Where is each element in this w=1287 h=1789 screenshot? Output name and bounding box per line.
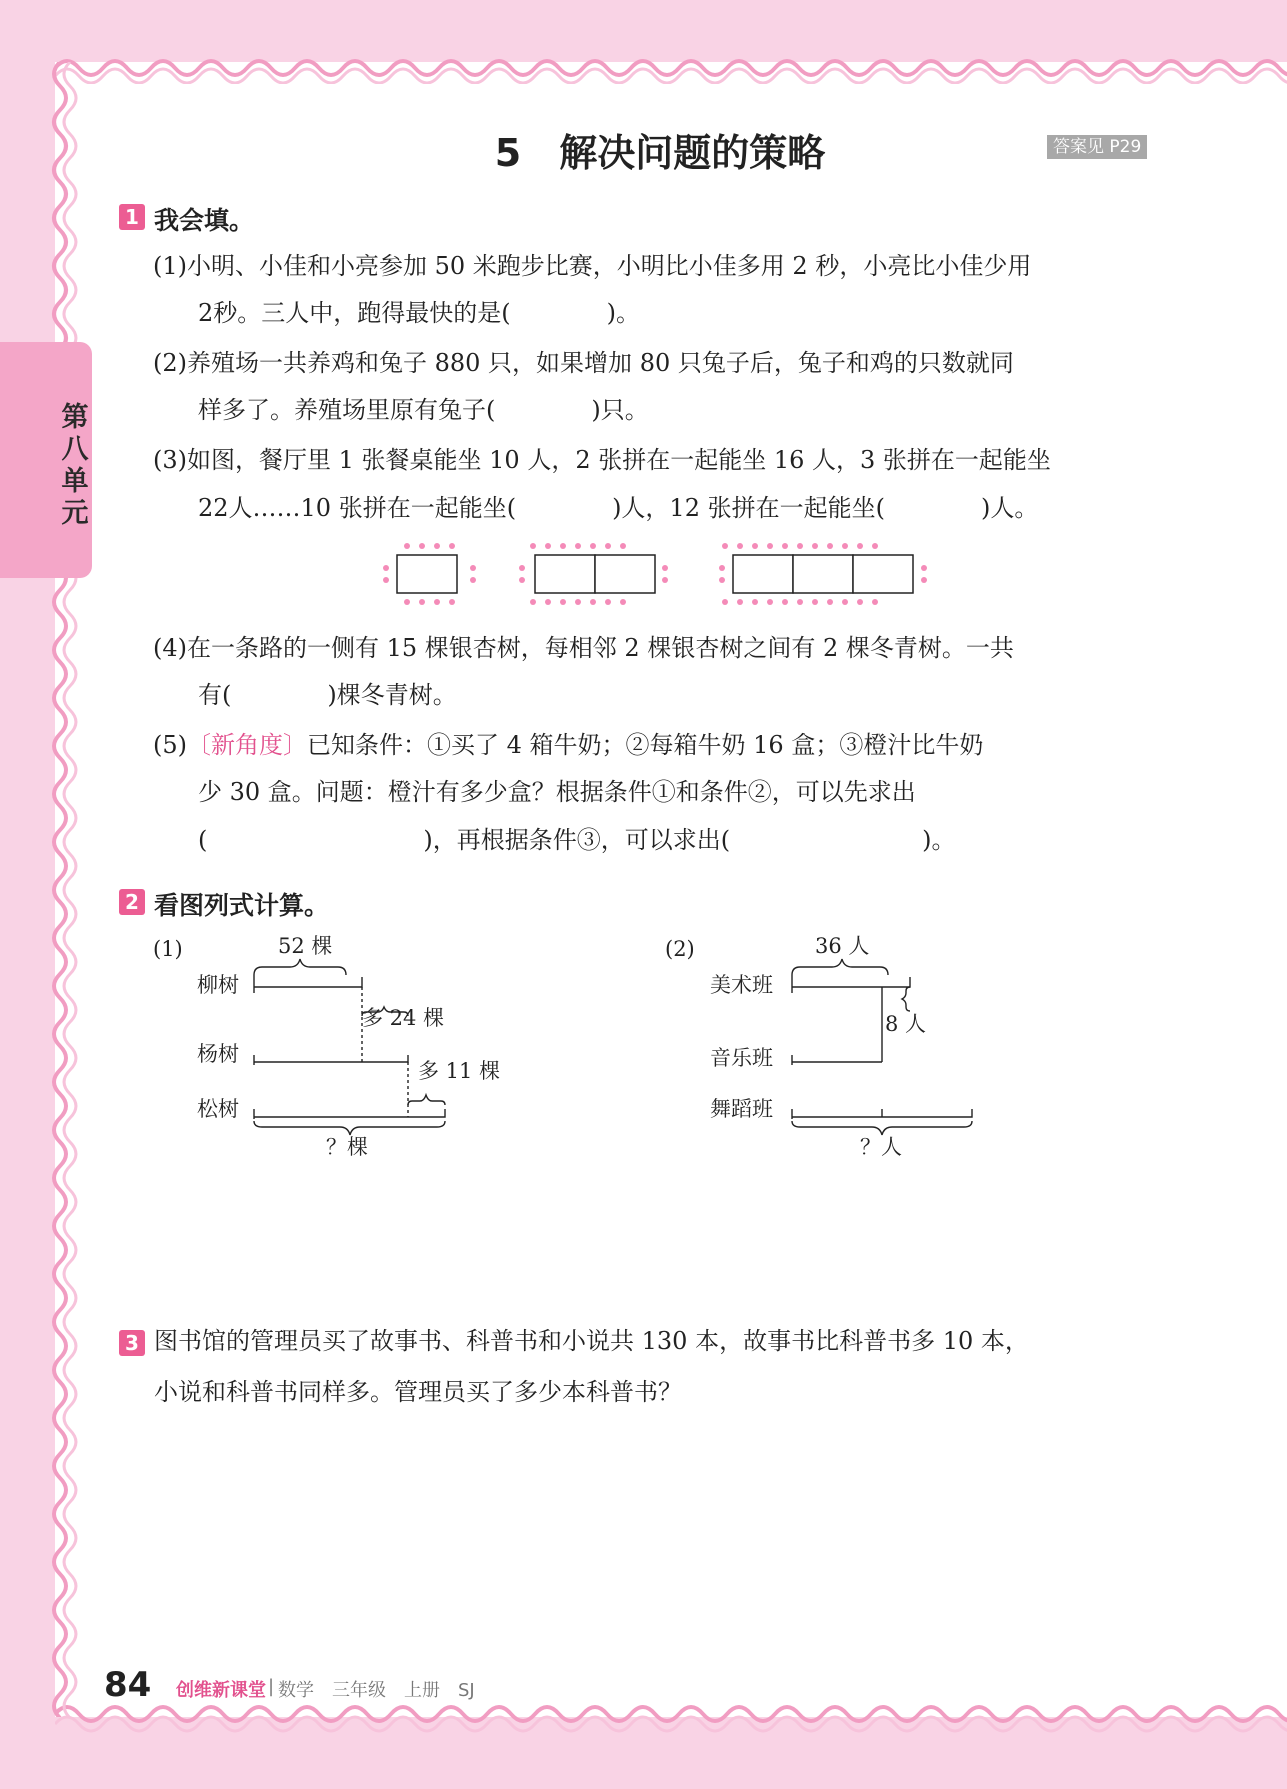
q5-line-3: ( )，再根据条件③，可以求出( )。 [198, 826, 956, 854]
d1-bar-poplar [254, 1055, 408, 1065]
d1-row-willow: 柳树 [197, 973, 239, 997]
q5-line-2: 少 30 盒。问题：橙汁有多少盒？根据条件①和条件②，可以先求出 [198, 778, 916, 806]
d1-brace-diff2 [408, 1095, 445, 1105]
two-tables-group [519, 543, 668, 605]
d2-row-dance: 舞蹈班 [710, 1097, 773, 1121]
d1-row-pine: 松树 [197, 1097, 239, 1121]
d1-brace-bottom [254, 1121, 445, 1135]
q3-line-1: (3)如图，餐厅里 1 张餐桌能坐 10 人，2 张拼在一起能坐 16 人，3 张拼在一起能坐 [153, 446, 1051, 474]
d1-brace-top [254, 959, 346, 975]
section-2-title: 看图列式计算。 [154, 891, 330, 920]
section-3-number: 3 [119, 1330, 145, 1356]
page-title: 5 解决问题的策略 [494, 131, 826, 175]
one-table-group [383, 543, 476, 605]
q4-line-1: (4)在一条路的一侧有 15 棵银杏树，每相邻 2 棵银杏树之间有 2 棵冬青树。一共 [153, 634, 1014, 662]
d2-total: ？人 [860, 1135, 902, 1159]
d1-bar-willow [254, 975, 362, 993]
table-seating-diagram [380, 540, 940, 610]
d2-index: (2) [665, 937, 695, 961]
d2-diff: 8 人 [885, 1012, 927, 1036]
d1-row-poplar: 杨树 [197, 1042, 239, 1066]
s3-line-1: 图书馆的管理员买了故事书、科普书和小说共 130 本，故事书比科普书多 10 本， [154, 1327, 1029, 1355]
section-1-number: 1 [119, 204, 145, 230]
d1-total: ？棵 [326, 1135, 368, 1159]
d1-index: (1) [153, 937, 183, 961]
d1-brace-diff1 [362, 1007, 408, 1016]
d2-brace-top [792, 959, 888, 975]
d1-diff-2: 多 11 棵 [418, 1059, 501, 1083]
three-tables-group [719, 543, 927, 605]
d1-diff-1: 多 24 棵 [362, 1006, 445, 1030]
d2-bar-art [792, 975, 910, 993]
q1-line-2: 2秒。三人中，跑得最快的是( )。 [198, 299, 640, 327]
q5-line-1 [153, 730, 983, 760]
d2-top-label: 36 人 [815, 934, 870, 958]
q3-line-2: 22人……10 张拼在一起能坐( )人，12 张拼在一起能坐( )人。 [198, 494, 1039, 522]
q1-line-1: (1)小明、小佳和小亮参加 50 米跑步比赛，小明比小佳多用 2 秒，小亮比小佳少用 [153, 252, 1032, 280]
section-2-number: 2 [119, 889, 145, 915]
q4-line-2: 有( )棵冬青树。 [198, 681, 457, 709]
unit-tab [0, 342, 92, 578]
q2-line-1: (2)养殖场一共养鸡和兔子 880 只，如果增加 80 只兔子后，兔子和鸡的只数就同 [153, 349, 1014, 377]
d2-bar-music [792, 1055, 882, 1065]
footer-brand: 创维新课堂 [176, 1680, 266, 1701]
d2-row-music: 音乐班 [710, 1046, 773, 1070]
footer-separator: | [268, 1676, 275, 1697]
d2-bar-dance [792, 1109, 972, 1119]
answer-reference-badge: 答案见 P29 [1047, 135, 1147, 159]
page-number: 84 [104, 1665, 152, 1705]
s3-line-2: 小说和科普书同样多。管理员买了多少本科普书？ [154, 1378, 682, 1406]
unit-tab-label: 第八单元 [61, 402, 89, 529]
d2-brace-bottom [792, 1121, 972, 1135]
q5-line-1-text: 已知条件：①买了 4 箱牛奶；②每箱牛奶 16 盒；③橙汁比牛奶 [307, 731, 984, 759]
q5-prefix: (5) [153, 731, 187, 759]
d1-bar-pine [254, 1109, 445, 1119]
q2-line-2: 样多了。养殖场里原有兔子( )只。 [198, 396, 649, 424]
d2-brace-diff [902, 987, 910, 1011]
d1-line-diagram [240, 955, 460, 1140]
section-1-title: 我会填。 [154, 206, 255, 235]
d2-line-diagram [780, 955, 980, 1140]
new-angle-badge: 〔新角度〕 [187, 731, 307, 759]
d1-top-label: 52 棵 [278, 934, 333, 958]
footer-course: 数学 三年级 上册 SJ [278, 1680, 475, 1701]
d2-row-art: 美术班 [710, 973, 773, 997]
